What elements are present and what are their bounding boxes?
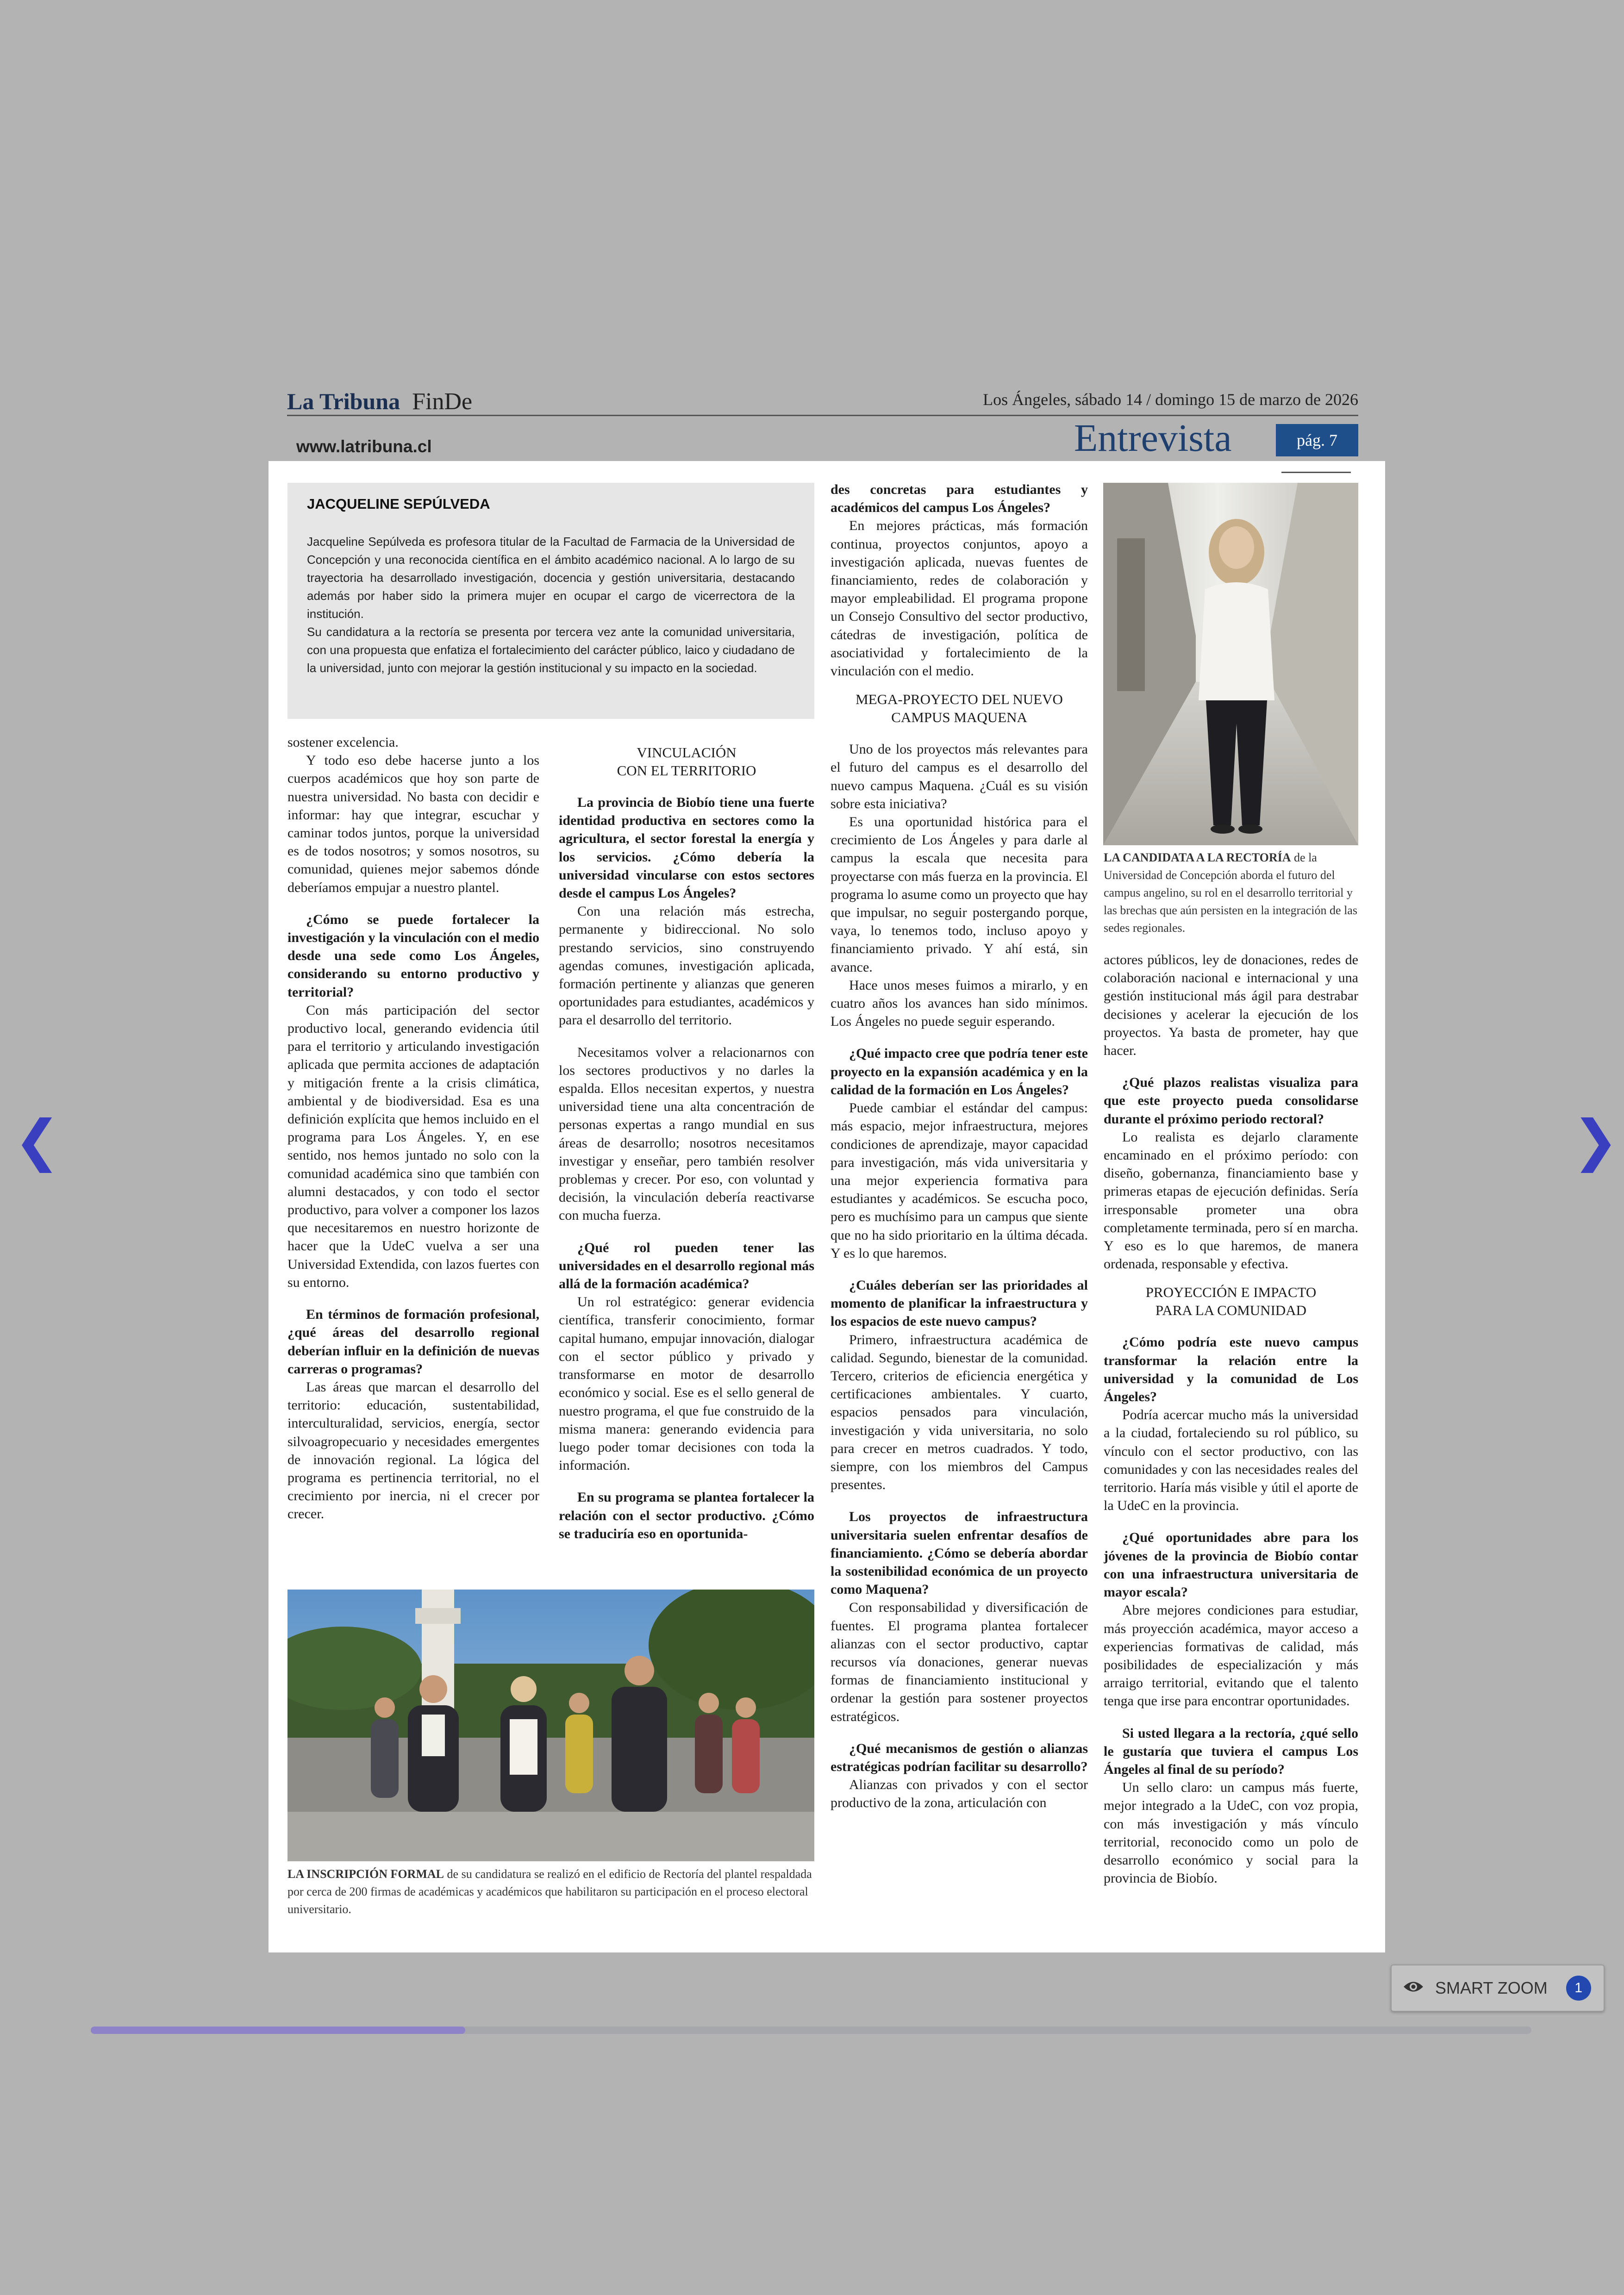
answer: Es una oportunidad histórica para el crecimiento de Los Ángeles y para darle al campus la escala que necesita para proyectarse con más fuerza en la provincia. El programa lo asume como un proyecto que hay que impulsar, no seguir postergando porque, vaya, lo tenemos todo, incluso apoyo y financiamiento privado. Y ahí está, sin avance.: [831, 814, 1088, 975]
question: ¿Qué rol pueden tener las universidades en el desarrollo regional más allá de la formación académica?: [559, 1240, 814, 1292]
question: ¿Qué impacto cree que podría tener este proyecto en la expansión académica y en la calidad de la formación en Los Ángeles?: [831, 1046, 1088, 1098]
bio-box: [287, 483, 814, 719]
answer: Las áreas que marcan el desarrollo del territorio: educación, sustentabilidad, interculturalidad, servicios, energía, sector silvoagropecuario y necesidades emergentes de innovación regional. La lógica del programa es pertinencia territorial, no el crecimiento por inercia, ni el crecer por crecer.: [287, 1379, 539, 1522]
group-photo: [287, 1590, 814, 1861]
question: des concretas para estudiantes y académicos del campus Los Ángeles?: [831, 482, 1088, 516]
photo-caption: LA CANDIDATA A LA RECTORÍA de la Universidad de Concepción aborda el futuro del campus angelino, su rol en el desarrollo territorial y las brechas que aún persisten en la integración de las sedes regionales.: [1104, 851, 1357, 935]
eye-icon: [1403, 1978, 1424, 1998]
supplement-name: FinDe: [412, 388, 473, 415]
candidate-portrait-photo: [1103, 483, 1358, 845]
answer: Con una relación más estrecha, permanente y bidireccional. No solo prestando servicios, sino construyendo agendas comunes, investigación aplicada, formación pertinente y alianzas que generen oportunidades para estudiantes, académicos y para el desarrollo del territorio.: [559, 904, 814, 1028]
section-title: Entrevista: [1074, 417, 1232, 460]
answer: Hace unos meses fuimos a mirarlo, y en cuatro años los avances han sido mínimos. Los Ángeles no puede seguir esperando.: [831, 977, 1088, 1029]
answer: Con responsabilidad y diversificación de fuentes. El programa plantea fortalecer alianzas con el sector productivo, captar recursos vía donaciones, generar nuevas formas de financiamiento institucional y ordenar la gestión para sostener proyectos estratégicos.: [831, 1600, 1088, 1724]
subheading: MEGA-PROYECTO DEL NUEVO CAMPUS MAQUENA: [856, 691, 1063, 726]
subheading: VINCULACIÓN CON EL TERRITORIO: [617, 744, 756, 779]
question: ¿Qué mecanismos de gestión o alianzas estratégicas podrían facilitar su desarrollo?: [831, 1740, 1088, 1774]
next-page-button[interactable]: ❯: [1572, 1109, 1619, 1173]
answer: Un sello claro: un campus más fuerte, mejor integrado a la UdeC, con voz propia, con más investigación y más vínculo territorial, reconocido como un polo de desarrollo económico y social para la provincia de Biobío.: [1104, 1780, 1358, 1886]
question: La provincia de Biobío tiene una fuerte identidad productiva en sectores como la agricultura, el sector forestal la energía y los servicios. ¿Cómo debería la universidad vincularse con estos sectores desde el campus Los Ángeles?: [559, 795, 814, 901]
answer: Un rol estratégico: generar evidencia científica, transferir conocimiento, formar capital humano, empujar innovación, dialogar con el sector público y privado y transformarse en motor de desarrollo económico y social. Ese es el sello general de nuestro programa, el que fue construido de la misma manera: generando evidencia para luego poder tomar decisiones con toda la información.: [559, 1294, 814, 1473]
paragraph: sostener excelencia.: [287, 735, 399, 750]
smart-zoom-label: SMART ZOOM: [1435, 1978, 1548, 1997]
article-column-2: [559, 733, 814, 1571]
answer: Abre mejores condiciones para estudiar, más proyección académica, mayor acceso a experiencias formativas de calidad, más posibilidades de especialización y más arraigo territorial, evitando que el talento tenga que irse para encontrar oportunidades.: [1104, 1603, 1358, 1709]
bio-paragraph: Su candidatura a la rectoría se presenta por tercera vez ante la comunidad universitaria, con una propuesta que enfatiza el fortalecimiento del carácter público, laico y ciudadano de la universidad, junto con mejorar la gestión institucional y su impacto en la sociedad.: [307, 625, 795, 675]
article-column-3: [831, 480, 1088, 1915]
article-column-4: [1104, 951, 1358, 1915]
previous-page-button[interactable]: ❮: [14, 1109, 61, 1173]
question: Los proyectos de infraestructura universitaria suelen enfrentar desafíos de financiamiento. ¿Cómo se debería abordar la sostenibilidad económica de un proyecto como Maquena?: [831, 1509, 1088, 1597]
answer: Primero, infraestructura académica de calidad. Segundo, bienestar de la comunidad. Tercero, criterios de eficiencia energética y certificaciones ambientales. Y cuarto, espacios pensados para vinculación, investigación y vida universitaria, no solo para crecer en metros cuadrados. Y todo, siempre, con los miembros del Campus presentes.: [831, 1332, 1088, 1493]
answer: Alianzas con privados y con el sector productivo de la zona, articulación con: [831, 1777, 1088, 1811]
answer: actores públicos, ley de donaciones, redes de colaboración nacional e internacional y una gestión institucional más ágil para destrabar decisiones y acelerar la ejecución de los proyectos. Ya basta de prometer, hay que hacer.: [1104, 952, 1358, 1059]
answer: En mejores prácticas, más formación continua, proyectos conjuntos, apoyo a investigación aplicada, nuevas fuentes de financiamiento, redes de colaboración y mayor empleabilidad. El programa propone un Consejo Consultivo del sector productivo, cátedras de investigación, política de asociatividad y fortalecimiento de la vinculación con el medio.: [831, 518, 1088, 679]
decorative-rule: [1281, 472, 1351, 473]
question: ¿Cómo se puede fortalecer la investigación y la vinculación con el medio desde una sede como Los Ángeles, considerando su entorno productivo y territorial?: [287, 911, 539, 1000]
answer: Podría acercar mucho más la universidad a la ciudad, fortaleciendo su rol público, su vínculo con el sector productivo, con las comunidades y con las necesidades reales del territorio. Haría más visible y útil el aporte de la UdeC en la provincia.: [1104, 1407, 1358, 1514]
smart-zoom-count-badge: 1: [1566, 1976, 1591, 2001]
issue-date: Los Ángeles, sábado 14 / domingo 15 de marzo de 2026: [983, 390, 1358, 409]
question: En términos de formación profesional, ¿qué áreas del desarrollo regional deberían influir en la definición de nuevas carreras o programas?: [287, 1307, 539, 1377]
bio-name: JACQUELINE SEPÚLVEDA: [307, 496, 490, 512]
answer: Puede cambiar el estándar del campus: más espacio, mejor infraestructura, mejores condiciones de aprendizaje, mayor capacidad para investigación, más vida universitaria y una mejor experiencia formativa para estudiantes y académicos. Se escucha poco, pero es muchísimo para un campus que siente que no ha sido prioritario en la última década. Y es lo que haremos.: [831, 1100, 1088, 1261]
answer: Con más participación del sector productivo local, generando evidencia útil para el territorio y articulando investigación aplicada que permita acciones de adaptación y mitigación frente a la crisis climática, ambiental y de biodiversidad. Esa es una definición explícita que hemos incluido en el programa para Los Ángeles. Y, en ese sentido, nos hemos juntado no solo con la comunidad académica sino que también con alumni destacados, y con todo el sector productivo, para volver a componer los lazos que necesitaremos en nuestro horizonte de hacer que la UdeC vuelva a ser una Universidad Extendida, con lazos fuertes con su entorno.: [287, 1002, 539, 1290]
question: ¿Qué oportunidades abre para los jóvenes de la provincia de Biobío contar con una infraestructura universitaria de mayor escala?: [1104, 1530, 1358, 1600]
question: En su programa se plantea fortalecer la relación con el sector productivo. ¿Cómo se traduciría eso en oportunida-: [559, 1490, 814, 1541]
page-progress-fill: [91, 2027, 465, 2034]
question: ¿Qué plazos realistas visualiza para que este proyecto pueda consolidarse durante el próximo periodo rectoral?: [1104, 1075, 1358, 1127]
question: ¿Cuáles deberían ser las prioridades al momento de planificar la infraestructura y los espacios de este nuevo campus?: [831, 1277, 1088, 1329]
site-url: www.latribuna.cl: [296, 437, 432, 456]
photo-caption: LA INSCRIPCIÓN FORMAL de su candidatura se realizó en el edificio de Rectoría del plantel respaldada por cerca de 200 firmas de académicas y académicos que habilitaron su participación en el proceso electoral universitario.: [287, 1867, 812, 1916]
question: ¿Cómo podría este nuevo campus transformar la relación entre la universidad y la comunidad de Los Ángeles?: [1104, 1335, 1358, 1405]
page-number-badge: pág. 7: [1276, 424, 1358, 456]
paragraph: Y todo eso debe hacerse junto a los cuerpos académicos que hoy son parte de nuestra universidad. No basta con decidir e informar: hay que integrar, escuchar y caminar todos juntos, porque la universidad es de todos nosotros; y somos nosotros, su comunidad, quienes mejor sabemos dónde deberíamos empujar a nuestro plantel.: [287, 753, 539, 895]
answer: Necesitamos volver a relacionarnos con los sectores productivos y no darles la espalda. Ellos necesitan expertos, y nuestra universidad tiene una alta concentración de personas expertas a rango mundial en sus áreas de desarrollo; nosotros necesitamos investigar y enseñar, pero también resolver problemas y crecer. Por eso, con voluntad y decisión, la vinculación debería reactivarse con mucha fuerza.: [559, 1044, 814, 1223]
subheading: PROYECCIÓN E IMPACTO PARA LA COMUNIDAD: [1145, 1284, 1317, 1319]
article-column-1: [287, 733, 539, 1569]
smart-zoom-button[interactable]: [1391, 1964, 1605, 2012]
brand-logo: La Tribuna FinDe: [287, 388, 473, 415]
paragraph: Uno de los proyectos más relevantes para el futuro del campus es el desarrollo del nuevo campus Maquena. ¿Cuál es su visión sobre esta iniciativa?: [831, 742, 1088, 811]
answer: Lo realista es dejarlo claramente encaminado en el próximo período: con diseño, gobernanza, financiamiento base y primeras etapas de ejecución definidas. Sería irresponsable prometer una obra completamente terminada, pero sí en marcha. Y eso es lo que haremos, de manera ordenada, responsable y efectiva.: [1104, 1129, 1358, 1272]
question: Si usted llegara a la rectoría, ¿qué sello le gustaría que tuviera el campus Los Ángeles al final de su período?: [1104, 1725, 1358, 1777]
bio-paragraph: Jacqueline Sepúlveda es profesora titular de la Facultad de Farmacia de la Universidad de Concepción y una reconocida científica en el ámbito académico nacional. A lo largo de su trayectoria ha desarrollado investigación, docencia y gestión universitaria, destacando además por haber sido la primera mujer en ocupar el cargo de vicerrectora de la institución.: [307, 535, 795, 621]
